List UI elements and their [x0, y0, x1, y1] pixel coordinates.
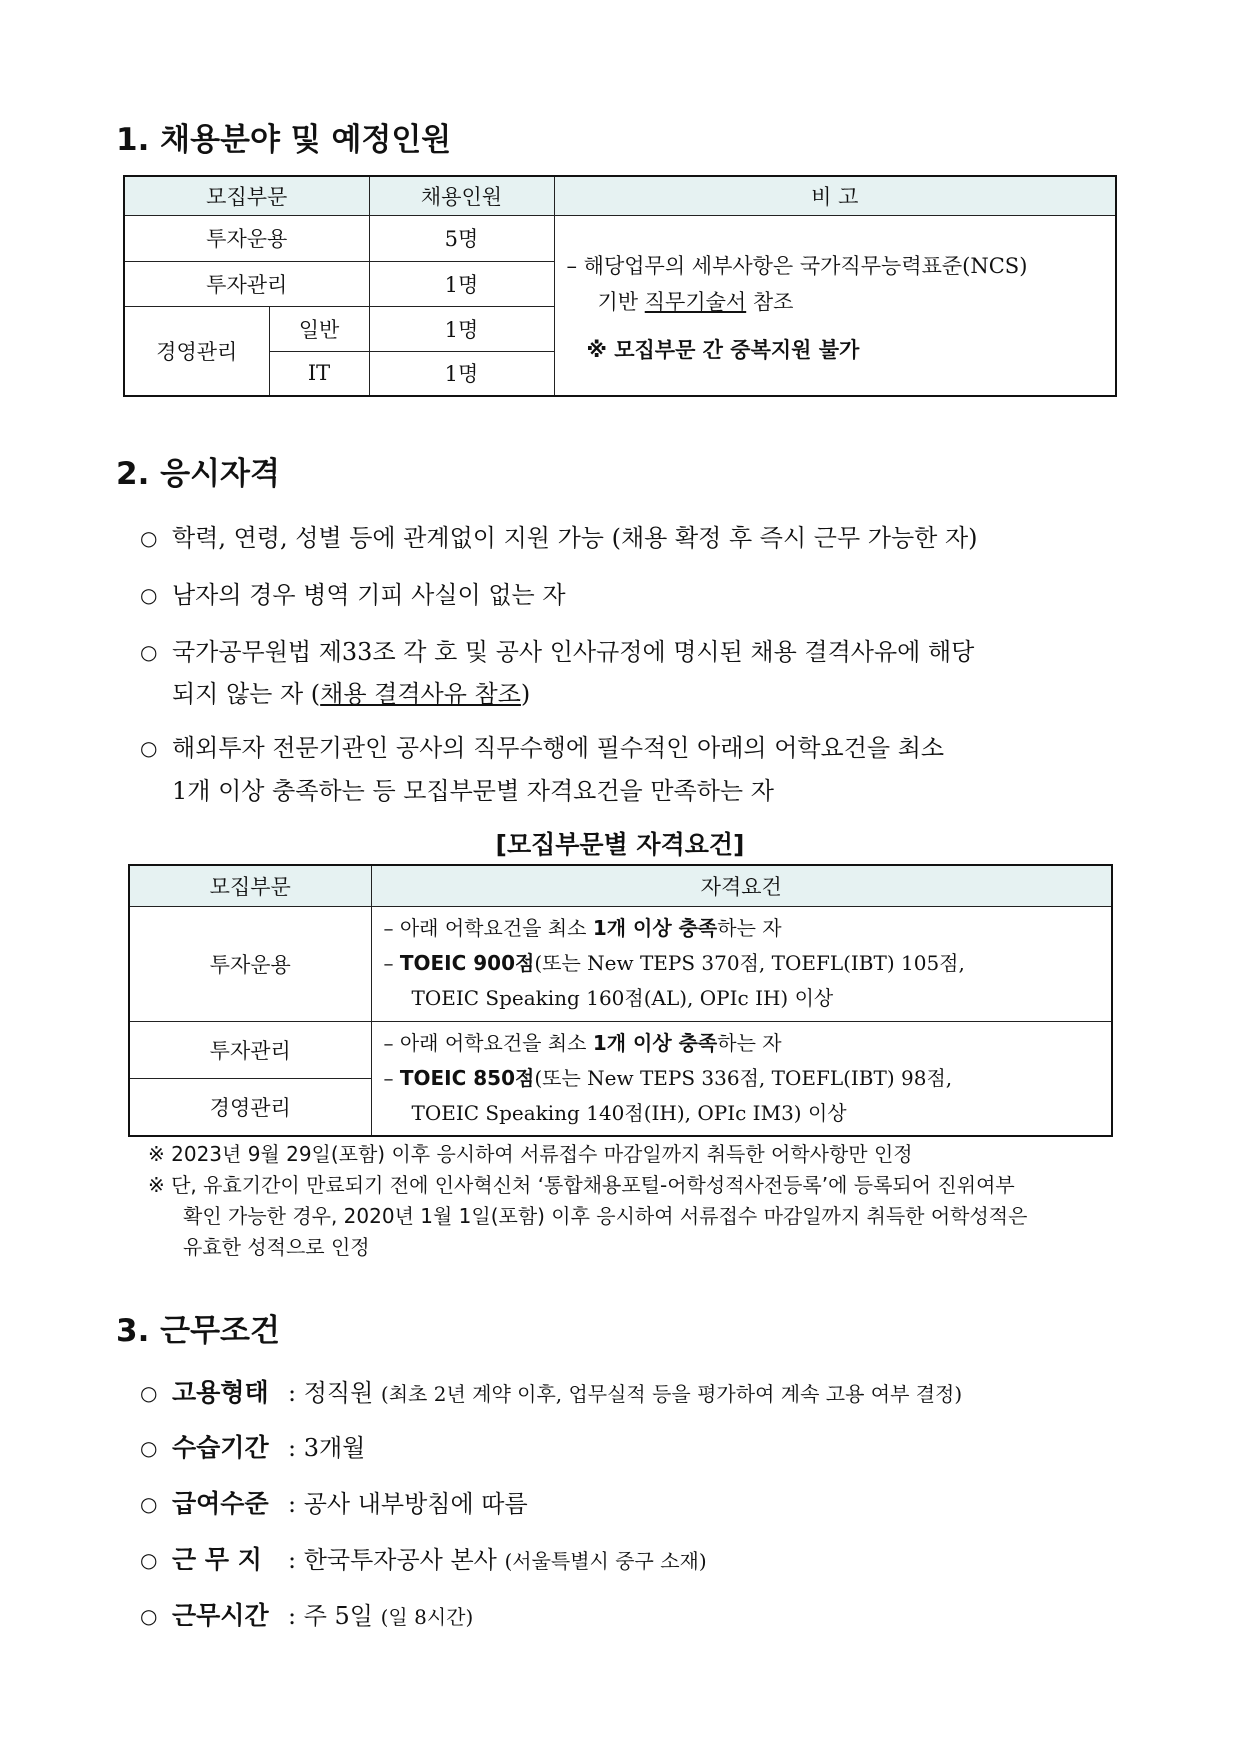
dept-investment-management: 투자관리	[124, 261, 369, 306]
header-count: 채용인원	[369, 176, 554, 215]
qual-header-req: 자격요건	[371, 865, 1112, 906]
remark-line1: – 해당업무의 세부사항은 국가직무능력표준(NCS)	[566, 253, 1028, 278]
job-description-link[interactable]: 직무기술서	[644, 289, 747, 314]
bullet-mark: ○	[140, 736, 158, 760]
qual-req-management: – 아래 어학요건을 최소 1개 이상 충족하는 자 – TOEIC 850점(또는 New TEPS 336점, TOEFL(IBT) 98점, TOEIC Speaking 140점(IH), OPIc IM3) 이상	[371, 1021, 1112, 1136]
dept-investment-operation: 투자운용	[124, 215, 369, 261]
recruitment-table	[123, 175, 1117, 397]
sub-it: IT	[269, 351, 369, 396]
qual-header-dept: 모집부문	[129, 865, 371, 906]
note-2-line3: 유효한 성적으로 인정	[183, 1235, 370, 1259]
disqualification-link[interactable]: 채용 결격사유 참조	[320, 680, 521, 708]
bullet-mark: ○	[140, 1436, 158, 1460]
count-general: 1명	[369, 306, 554, 351]
qualification-table	[128, 864, 1113, 1137]
sub-general: 일반	[269, 306, 369, 351]
dept-business-management: 경영관리	[124, 306, 269, 396]
section1-title: 1. 채용분야 및 예정인원	[116, 122, 452, 158]
bullet-mark: ○	[140, 1492, 158, 1516]
count-investment-operation: 5명	[369, 215, 554, 261]
section2-title: 2. 응시자격	[116, 456, 280, 492]
remark-note: ※ 모집부문 간 중복지원 불가	[586, 337, 860, 362]
bullet-mark: ○	[140, 1604, 158, 1628]
section3-title: 3. 근무조건	[116, 1313, 280, 1349]
note-2-line1: ※ 단, 유효기간이 만료되기 전에 인사혁신처 ‘통합채용포털-어학성적사전등록’에 등록되어 진위여부	[148, 1173, 1015, 1197]
count-it: 1명	[369, 351, 554, 396]
qualification-table-title: [모집부문별 자격요건]	[495, 830, 745, 859]
qual-dept-investment-management: 투자관리	[129, 1021, 371, 1078]
bullet-4-line2: 1개 이상 충족하는 등 모집부문별 자격요건을 만족하는 자	[172, 777, 774, 805]
bullet-mark: ○	[140, 583, 158, 607]
qual-req-investment-operation: – 아래 어학요건을 최소 1개 이상 충족하는 자 – TOEIC 900점(또는 New TEPS 370점, TOEFL(IBT) 105점, TOEIC Speaking 160점(AL), OPIc IH) 이상	[371, 906, 1112, 1021]
bullet-3-line2: 되지 않는 자 (채용 결격사유 참조)	[172, 680, 531, 708]
qual-dept-business-management: 경영관리	[129, 1078, 371, 1136]
header-dept: 모집부문	[124, 176, 369, 215]
note-1: ※ 2023년 9월 29일(포함) 이후 응시하여 서류접수 마감일까지 취득한 어학사항만 인정	[148, 1142, 913, 1166]
header-remarks: 비 고	[554, 176, 1116, 215]
count-investment-management: 1명	[369, 261, 554, 306]
note-2-line2: 확인 가능한 경우, 2020년 1월 1일(포함) 이후 응시하여 서류접수 마감일까지 취득한 어학성적은	[183, 1204, 1028, 1228]
bullet-mark: ○	[140, 640, 158, 664]
bullet-mark: ○	[140, 526, 158, 550]
bullet-mark: ○	[140, 1381, 158, 1405]
bullet-mark: ○	[140, 1548, 158, 1572]
remarks-cell	[554, 215, 1116, 396]
remark-line2: 기반 직무기술서 참조	[597, 289, 794, 314]
qual-dept-investment-operation: 투자운용	[129, 906, 371, 1021]
